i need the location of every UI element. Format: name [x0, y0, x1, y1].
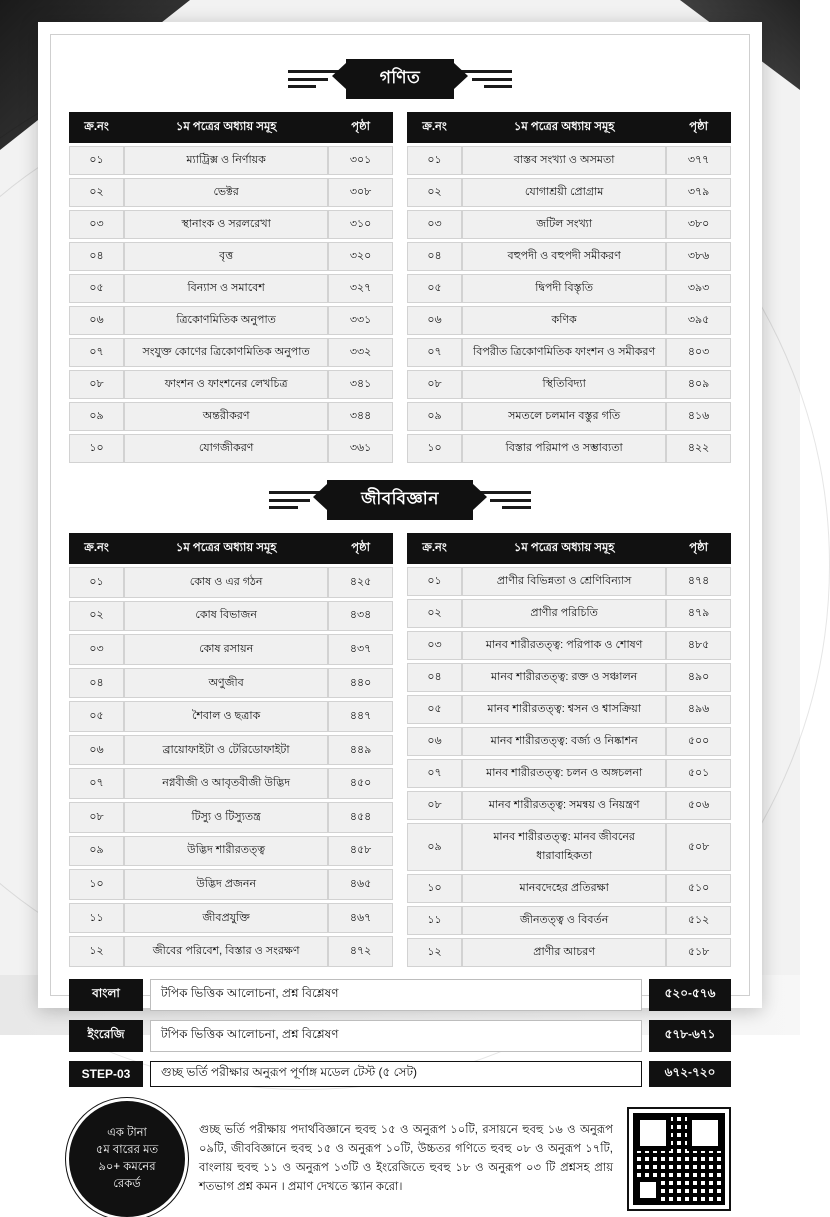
col-header-chapter: ১ম পত্রের অধ্যায় সমূহ — [462, 533, 666, 564]
cell-sl: ০৭ — [69, 338, 124, 367]
cell-sl: ০৬ — [407, 306, 462, 335]
col-header-sl: ক্র.নং — [407, 533, 462, 564]
cell-page: ৩৭৭ — [666, 146, 731, 175]
cell-sl: ১০ — [407, 434, 462, 463]
table-row — [407, 338, 731, 367]
cell-chapter: কোষ ও এর গঠন — [124, 567, 328, 598]
math-table-left — [69, 109, 393, 466]
cell-chapter: বাস্তব সংখ্যা ও অসমতা — [462, 146, 666, 175]
subject-description: গুচ্ছ ভর্তি পরীক্ষার অনুরূপ পূর্ণাঙ্গ মডেল টেস্ট (৫ সেট) — [150, 1061, 642, 1087]
cell-page: ৪৭৯ — [666, 599, 731, 628]
cell-sl: ১০ — [69, 869, 124, 900]
cell-chapter: অন্তরীকরণ — [124, 402, 328, 431]
cell-chapter: যোগজীকরণ — [124, 434, 328, 463]
table-row — [407, 434, 731, 463]
cell-page: ৫১৮ — [666, 938, 731, 967]
cell-page: ৩৭৯ — [666, 178, 731, 207]
cell-sl: ০৪ — [407, 242, 462, 271]
table-row — [407, 370, 731, 399]
cell-page: ৫১০ — [666, 874, 731, 903]
cell-page: ৩২৭ — [328, 274, 393, 303]
cell-chapter: স্থানাংক ও সরলরেখা — [124, 210, 328, 239]
cell-sl: ০৬ — [69, 735, 124, 766]
table-row — [407, 823, 731, 871]
col-header-page: পৃষ্ঠা — [666, 112, 731, 143]
cell-sl: ১২ — [69, 936, 124, 967]
cell-chapter: প্রাণীর পরিচিতি — [462, 599, 666, 628]
cell-sl: ০৩ — [69, 210, 124, 239]
cell-chapter: সমতলে চলমান বস্তুর গতি — [462, 402, 666, 431]
table-row — [407, 906, 731, 935]
col-header-page: পৃষ্ঠা — [328, 112, 393, 143]
subject-tag: ইংরেজি — [69, 1020, 143, 1052]
cell-chapter: উদ্ভিদ শারীরতত্ত্ব — [124, 836, 328, 867]
subject-row-step03 — [69, 1061, 731, 1087]
cell-sl: ০৩ — [407, 210, 462, 239]
table-row — [69, 370, 393, 399]
cell-page: ৩০১ — [328, 146, 393, 175]
qr-finder-bottom-left — [635, 1177, 661, 1203]
badge-line-3: ৯০+ কমনের — [98, 1161, 156, 1173]
cell-chapter: জীবের পরিবেশ, বিস্তার ও সংরক্ষণ — [124, 936, 328, 967]
col-header-page: পৃষ্ঠা — [328, 533, 393, 564]
subject-pages: ৫৭৮-৬৭১ — [649, 1020, 731, 1052]
cell-sl: ০১ — [69, 567, 124, 598]
cell-sl: ০১ — [407, 567, 462, 596]
cell-page: ৪৬৭ — [328, 903, 393, 934]
content-frame — [50, 34, 750, 1193]
qr-code-icon[interactable] — [627, 1107, 731, 1211]
cell-chapter: ত্রিকোণমিতিক অনুপাত — [124, 306, 328, 335]
cell-chapter: ভেক্টর — [124, 178, 328, 207]
cell-sl: ১০ — [69, 434, 124, 463]
table-row — [69, 903, 393, 934]
cell-chapter: সংযুক্ত কোণের ত্রিকোণমিতিক অনুপাত — [124, 338, 328, 367]
cell-sl: ০৯ — [69, 402, 124, 431]
cell-sl: ০৮ — [69, 802, 124, 833]
table-row — [69, 242, 393, 271]
table-row — [69, 735, 393, 766]
section-title-math: গণিত — [346, 59, 455, 99]
cell-sl: ০৭ — [69, 768, 124, 799]
section-title-biology: জীববিজ্ঞান — [327, 480, 473, 520]
cell-page: ৫১২ — [666, 906, 731, 935]
cell-sl: ০২ — [69, 601, 124, 632]
cell-sl: ০৩ — [69, 634, 124, 665]
cell-sl: ০৭ — [407, 338, 462, 367]
cell-sl: ০৮ — [407, 370, 462, 399]
subject-description: টপিক ভিত্তিক আলোচনা, প্রশ্ন বিশ্লেষণ — [150, 1020, 642, 1052]
table-row — [407, 567, 731, 596]
cell-sl: ০৪ — [407, 663, 462, 692]
cell-page: ৩৩১ — [328, 306, 393, 335]
table-row — [69, 869, 393, 900]
badge-line-2: ৫ম বারের মত — [95, 1143, 159, 1156]
cell-sl: ০৫ — [407, 274, 462, 303]
cell-chapter: যোগাশ্রয়ী প্রোগ্রাম — [462, 178, 666, 207]
cell-sl: ০২ — [69, 178, 124, 207]
cell-page: ৩৪৪ — [328, 402, 393, 431]
cell-chapter: কোষ বিভাজন — [124, 601, 328, 632]
cell-sl: ০৮ — [407, 791, 462, 820]
cell-sl: ১০ — [407, 874, 462, 903]
table-row — [407, 791, 731, 820]
promo-block — [69, 1101, 731, 1217]
cell-page: ৪৩৪ — [328, 601, 393, 632]
cell-chapter: শৈবাল ও ছত্রাক — [124, 701, 328, 732]
cell-page: ৪০৩ — [666, 338, 731, 367]
cell-sl: ১১ — [69, 903, 124, 934]
cell-chapter: মানবদেহের প্রতিরক্ষা — [462, 874, 666, 903]
cell-page: ৪৯০ — [666, 663, 731, 692]
table-row — [69, 836, 393, 867]
table-row — [69, 668, 393, 699]
cell-chapter: কোষ রসায়ন — [124, 634, 328, 665]
subject-tag: বাংলা — [69, 979, 143, 1011]
col-header-chapter: ১ম পত্রের অধ্যায় সমূহ — [124, 112, 328, 143]
table-row — [407, 242, 731, 271]
table-row — [407, 306, 731, 335]
cell-page: ৫০১ — [666, 759, 731, 788]
cell-chapter: উদ্ভিদ প্রজনন — [124, 869, 328, 900]
math-table-right — [407, 109, 731, 466]
biology-tables — [69, 530, 731, 970]
cell-page: ৩০৮ — [328, 178, 393, 207]
cell-chapter: নগ্নবীজী ও আবৃতবীজী উদ্ভিদ — [124, 768, 328, 799]
table-row — [69, 701, 393, 732]
subject-pages: ৫২০-৫৭৬ — [649, 979, 731, 1011]
cell-chapter: মানব শারীরতত্ত্ব: চলন ও অঙ্গচলনা — [462, 759, 666, 788]
table-row — [407, 402, 731, 431]
cell-sl: ০৪ — [69, 242, 124, 271]
cell-chapter: প্রাণীর আচরণ — [462, 938, 666, 967]
cell-chapter: মানব শারীরতত্ত্ব: রক্ত ও সঞ্চালন — [462, 663, 666, 692]
cell-chapter: জীবপ্রযুক্তি — [124, 903, 328, 934]
table-row — [69, 178, 393, 207]
cell-sl: ০৪ — [69, 668, 124, 699]
cell-page: ৪৮৫ — [666, 631, 731, 660]
cell-page: ৪৫০ — [328, 768, 393, 799]
cell-page: ৩৩২ — [328, 338, 393, 367]
col-header-page: পৃষ্ঠা — [666, 533, 731, 564]
cell-sl: ০২ — [407, 178, 462, 207]
cell-sl: ০৫ — [69, 701, 124, 732]
cell-chapter: অণুজীব — [124, 668, 328, 699]
cell-page: ৪৯৬ — [666, 695, 731, 724]
cell-sl: ০৯ — [69, 836, 124, 867]
subject-row-english — [69, 1020, 731, 1052]
table-row — [69, 567, 393, 598]
cell-chapter: মানব শারীরতত্ত্ব: সমন্বয় ও নিয়ন্ত্রণ — [462, 791, 666, 820]
col-header-sl: ক্র.নং — [407, 112, 462, 143]
cell-chapter: বিস্তার পরিমাপ ও সম্ভাব্যতা — [462, 434, 666, 463]
table-row — [407, 663, 731, 692]
table-row — [69, 338, 393, 367]
table-row — [69, 146, 393, 175]
cell-sl: ০৭ — [407, 759, 462, 788]
cell-sl: ১১ — [407, 906, 462, 935]
cell-page: ৩৯৩ — [666, 274, 731, 303]
section-banner-biology — [69, 480, 731, 520]
cell-chapter: বহুপদী ও বহুপদী সমীকরণ — [462, 242, 666, 271]
biology-table-left — [69, 530, 393, 970]
table-row — [407, 759, 731, 788]
cell-chapter: মানব শারীরতত্ত্ব: বর্জ্য ও নিষ্কাশন — [462, 727, 666, 756]
table-row — [69, 210, 393, 239]
col-header-chapter: ১ম পত্রের অধ্যায় সমূহ — [462, 112, 666, 143]
record-badge — [69, 1101, 185, 1217]
subject-pages: ৬৭২-৭২০ — [649, 1061, 731, 1087]
cell-page: ৪৪০ — [328, 668, 393, 699]
promo-description: গুচ্ছ ভর্তি পরীক্ষায় পদার্থবিজ্ঞানে হুবহু ১৫ ও অনুরূপ ১০টি, রসায়নে হুবহু ১৬ ও অনুরূপ ০৯টি, জীববিজ্ঞানে হুবহু ১৫ ও অনুরূপ ১০টি, উচ্চতর গণিতে হুবহু ০৮ ও অনুরূপ ১৭টি, বাংলায় হুবহু ১১ ও অনুরূপ ১৩টি ও ইংরেজিতে হুবহু ১৮ ও অনুরূপ ০৩ টি প্রশ্নসহ প্রায় শতভাগ প্রশ্ন কমন । প্রমাণ দেখতে স্ক্যান করো। — [199, 1124, 613, 1193]
table-row — [69, 434, 393, 463]
cell-page: ৩৯৫ — [666, 306, 731, 335]
cell-chapter: মানব শারীরতত্ত্ব: শ্বসন ও শ্বাসক্রিয়া — [462, 695, 666, 724]
cell-sl: ০৯ — [407, 823, 462, 871]
subject-tag: STEP-03 — [69, 1061, 143, 1087]
table-row — [69, 936, 393, 967]
table-row — [407, 210, 731, 239]
cell-page: ৪২৫ — [328, 567, 393, 598]
cell-page: ৪৩৭ — [328, 634, 393, 665]
cell-page: ৪৪৯ — [328, 735, 393, 766]
cell-page: ৪৭৪ — [666, 567, 731, 596]
cell-page: ৪১৬ — [666, 402, 731, 431]
table-row — [407, 631, 731, 660]
cell-chapter: ব্রায়োফাইটা ও টেরিডোফাইটা — [124, 735, 328, 766]
cell-page: ৪৪৭ — [328, 701, 393, 732]
content-sheet — [38, 22, 762, 1193]
col-header-sl: ক্র.নং — [69, 533, 124, 564]
cell-page: ৩২০ — [328, 242, 393, 271]
cell-page: ৪৭২ — [328, 936, 393, 967]
cell-page: ৪৫৪ — [328, 802, 393, 833]
badge-line-1: এক টানা — [107, 1126, 147, 1139]
table-row — [69, 802, 393, 833]
col-header-sl: ক্র.নং — [69, 112, 124, 143]
cell-chapter: বৃত্ত — [124, 242, 328, 271]
cell-page: ৪০৯ — [666, 370, 731, 399]
cell-chapter: জীনতত্ত্ব ও বিবর্তন — [462, 906, 666, 935]
cell-chapter: বিন্যাস ও সমাবেশ — [124, 274, 328, 303]
subject-row-bangla — [69, 979, 731, 1011]
cell-page: ৫০৮ — [666, 823, 731, 871]
cell-chapter: বিপরীত ত্রিকোণমিতিক ফাংশন ও সমীকরণ — [462, 338, 666, 367]
cell-sl: ০৬ — [69, 306, 124, 335]
section-banner-math — [69, 59, 731, 99]
table-row — [407, 274, 731, 303]
cell-sl: ০৫ — [407, 695, 462, 724]
cell-chapter: কণিক — [462, 306, 666, 335]
table-row — [407, 695, 731, 724]
cell-sl: ০৯ — [407, 402, 462, 431]
cell-chapter: মানব শারীরতত্ত্ব: পরিপাক ও শোষণ — [462, 631, 666, 660]
cell-page: ৪৬৫ — [328, 869, 393, 900]
cell-chapter: টিস্যু ও টিস্যুতন্ত্র — [124, 802, 328, 833]
cell-sl: ০২ — [407, 599, 462, 628]
table-row — [69, 306, 393, 335]
cell-chapter: দ্বিপদী বিস্তৃতি — [462, 274, 666, 303]
cell-chapter: জটিল সংখ্যা — [462, 210, 666, 239]
cell-sl: ০৫ — [69, 274, 124, 303]
cell-chapter: মানব শারীরতত্ত্ব: মানব জীবনের ধারাবাহিকতা — [462, 823, 666, 871]
qr-pattern — [633, 1113, 725, 1205]
table-row — [407, 146, 731, 175]
cell-page: ৩৪১ — [328, 370, 393, 399]
table-row — [407, 938, 731, 967]
biology-table-right — [407, 530, 731, 970]
col-header-chapter: ১ম পত্রের অধ্যায় সমূহ — [124, 533, 328, 564]
badge-line-4: রেকর্ড — [113, 1178, 141, 1191]
cell-page: ৫০৬ — [666, 791, 731, 820]
subject-description: টপিক ভিত্তিক আলোচনা, প্রশ্ন বিশ্লেষণ — [150, 979, 642, 1011]
math-tables — [69, 109, 731, 466]
table-row — [407, 599, 731, 628]
cell-page: ৫০০ — [666, 727, 731, 756]
table-row — [69, 402, 393, 431]
table-row — [407, 874, 731, 903]
table-row — [69, 601, 393, 632]
cell-chapter: ফাংশন ও ফাংশনের লেখচিত্র — [124, 370, 328, 399]
table-row — [69, 274, 393, 303]
cell-page: ৪২২ — [666, 434, 731, 463]
cell-sl: ০৬ — [407, 727, 462, 756]
cell-sl: ০৩ — [407, 631, 462, 660]
cell-page: ৪৫৮ — [328, 836, 393, 867]
cell-sl: ০১ — [407, 146, 462, 175]
cell-page: ৩৮৬ — [666, 242, 731, 271]
table-row — [69, 634, 393, 665]
cell-chapter: প্রাণীর বিভিন্নতা ও শ্রেণিবিন্যাস — [462, 567, 666, 596]
table-row — [407, 178, 731, 207]
cell-sl: ১২ — [407, 938, 462, 967]
cell-chapter: স্থিতিবিদ্যা — [462, 370, 666, 399]
cell-sl: ০৮ — [69, 370, 124, 399]
cell-page: ৩৮০ — [666, 210, 731, 239]
table-row — [407, 727, 731, 756]
cell-page: ৩৬১ — [328, 434, 393, 463]
table-row — [69, 768, 393, 799]
cell-page: ৩১০ — [328, 210, 393, 239]
cell-chapter: ম্যাট্রিক্স ও নির্ণায়ক — [124, 146, 328, 175]
cell-sl: ০১ — [69, 146, 124, 175]
